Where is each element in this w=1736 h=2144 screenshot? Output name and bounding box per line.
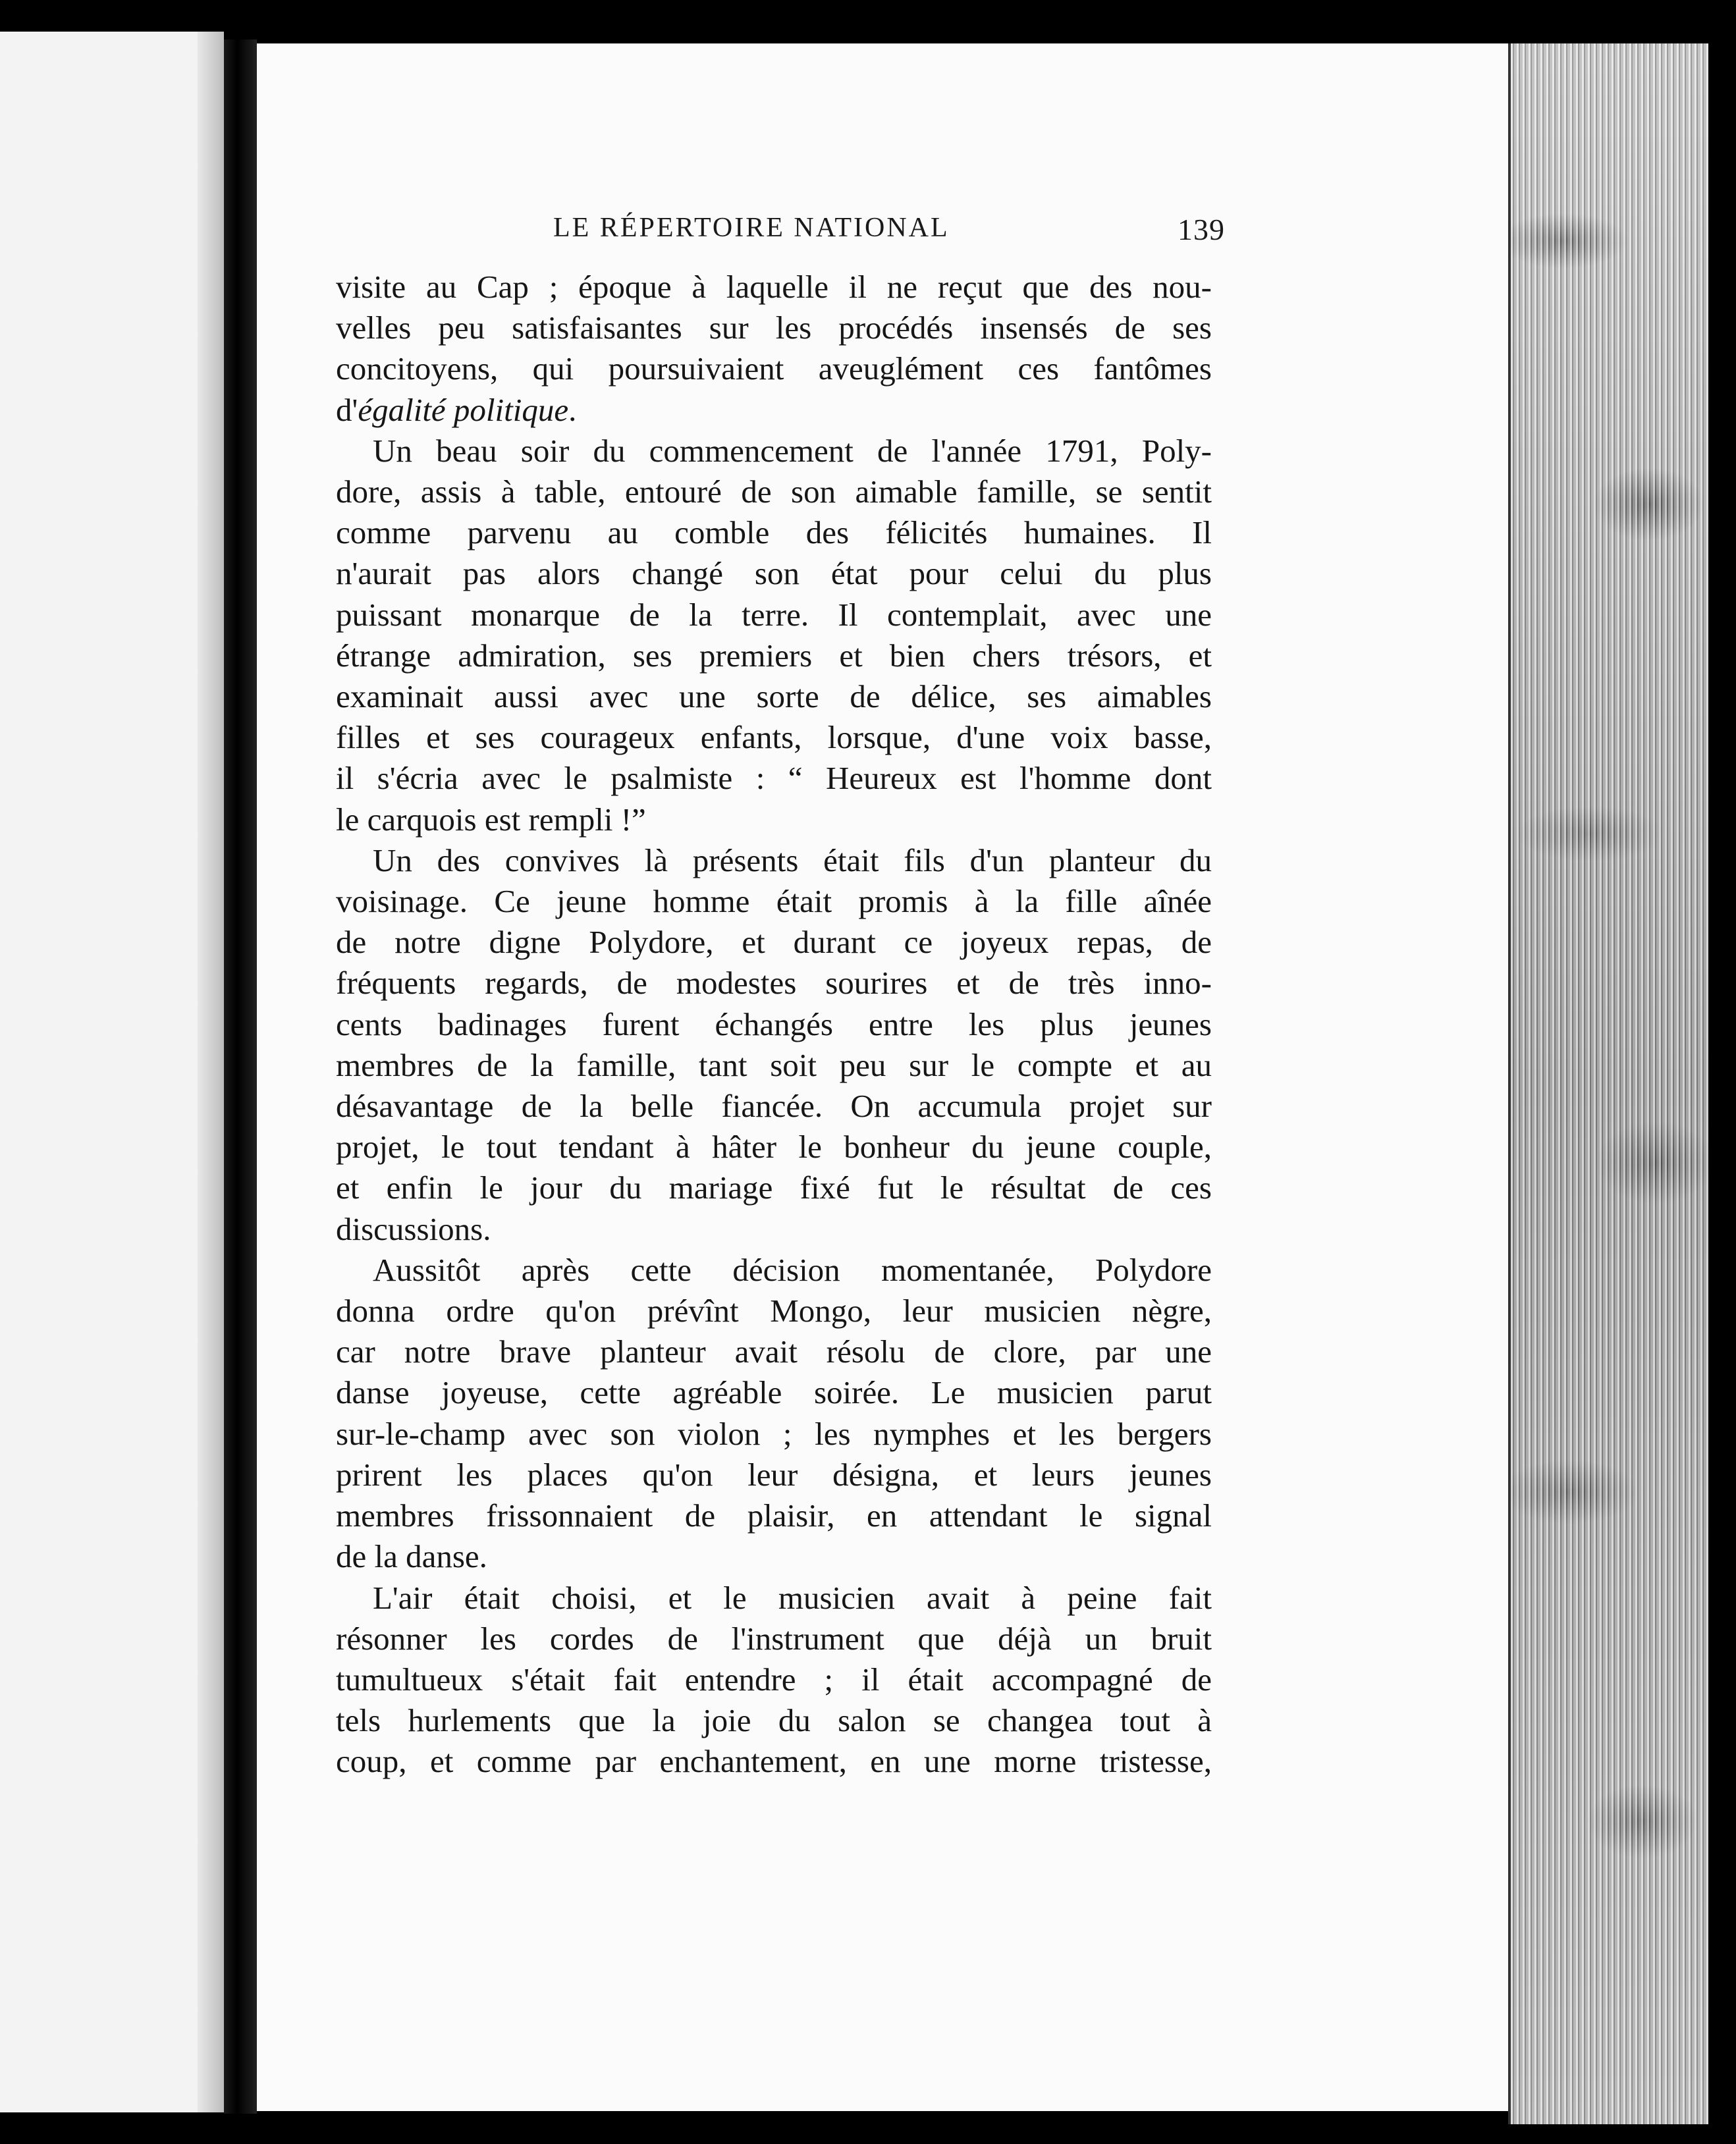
text-line: prirent les places qu'on leur désigna, et leurs jeunes — [336, 1456, 1212, 1493]
running-title: LE RÉPERTOIRE NATIONAL — [553, 213, 950, 243]
text-line: donna ordre qu'on prévînt Mongo, leur musicien nègre, — [336, 1293, 1212, 1329]
text-line: il s'écria avec le psalmiste : “ Heureux est l'homme dont — [336, 760, 1212, 797]
text-line: Aussitôt après cette décision momentanée, Polydore — [373, 1251, 1212, 1288]
text-line: examinait aussi avec une sorte de délice, ses aimables — [336, 678, 1212, 715]
text-fragment: d' — [336, 391, 358, 428]
text-line: membres de la famille, tant soit peu sur le compte et au — [336, 1046, 1212, 1083]
paragraph — [336, 431, 1212, 840]
text-line: danse joyeuse, cette agréable soirée. Le musicien parut — [336, 1374, 1212, 1411]
text-line: coup, et comme par enchantement, en une morne tristesse, — [336, 1743, 1212, 1780]
text-line: membres frissonnaient de plaisir, en attendant le signal — [336, 1497, 1212, 1534]
marbled-page-edges — [1508, 43, 1708, 2124]
text-line: le carquois est rempli !” — [336, 801, 646, 838]
paragraph — [336, 1250, 1212, 1578]
text-line: visite au Cap ; époque à laquelle il ne reçut que des nou- — [336, 269, 1212, 305]
text-line: voisinage. Ce jeune homme était promis à la fille aînée — [336, 883, 1212, 920]
text-line: projet, le tout tendant à hâter le bonheur du jeune couple, — [336, 1129, 1212, 1166]
text-line: n'aurait pas alors changé son état pour celui du plus — [336, 555, 1212, 592]
text-line: sur-le-champ avec son violon ; les nymphes et les bergers — [336, 1415, 1212, 1452]
paragraph — [336, 840, 1212, 1250]
text-line: désavantage de la belle fiancée. On accumula projet sur — [336, 1088, 1212, 1125]
text-line: cents badinages furent échangés entre les plus jeunes — [336, 1005, 1212, 1042]
text-line: tumultueux s'était fait entendre ; il était accompagné de — [336, 1661, 1212, 1698]
text-line: étrange admiration, ses premiers et bien chers trésors, et — [336, 637, 1212, 674]
text-line: fréquents regards, de modestes sourires et de très inno- — [336, 965, 1212, 1002]
text-fragment: . — [568, 391, 577, 428]
text-line: puissant monarque de la terre. Il contemplait, avec une — [336, 596, 1212, 633]
text-line: L'air était choisi, et le musicien avait à peine fait — [373, 1579, 1212, 1616]
text-line: tels hurlements que la joie du salon se changea tout à — [336, 1702, 1212, 1739]
body-text — [336, 267, 1212, 1782]
facing-page-edge — [0, 32, 224, 2112]
text-line: concitoyens, qui poursuivaient aveuglément ces fantômes — [336, 350, 1212, 387]
text-line: dore, assis à table, entouré de son aimable famille, se sentit — [336, 473, 1212, 510]
text-line: discussions. — [336, 1210, 491, 1247]
text-line: Un beau soir du commencement de l'année 1791, Poly- — [373, 432, 1212, 469]
page-header — [349, 212, 1225, 254]
text-line: velles peu satisfaisantes sur les procédés insensés de ses — [336, 309, 1212, 346]
italic-phrase: égalité politique — [358, 391, 569, 428]
text-line: de notre digne Polydore, et durant ce joyeux repas, de — [336, 924, 1212, 961]
text-line — [336, 390, 1212, 431]
text-line: filles et ses courageux enfants, lorsque, d'une voix basse, — [336, 719, 1212, 756]
paragraph — [336, 1578, 1212, 1782]
text-line: et enfin le jour du mariage fixé fut le résultat de ces — [336, 1169, 1212, 1206]
text-line: Un des convives là présents était fils d'un planteur du — [373, 842, 1212, 878]
scan-border — [0, 0, 1736, 40]
text-line: car notre brave planteur avait résolu de clore, par une — [336, 1333, 1212, 1370]
paragraph — [336, 267, 1212, 431]
book-gutter — [224, 40, 257, 2114]
text-line: résonner les cordes de l'instrument que déjà un bruit — [336, 1620, 1212, 1657]
text-line: de la danse. — [336, 1538, 487, 1575]
page-number: 139 — [1178, 213, 1225, 246]
text-line: comme parvenu au comble des félicités humaines. Il — [336, 514, 1212, 551]
